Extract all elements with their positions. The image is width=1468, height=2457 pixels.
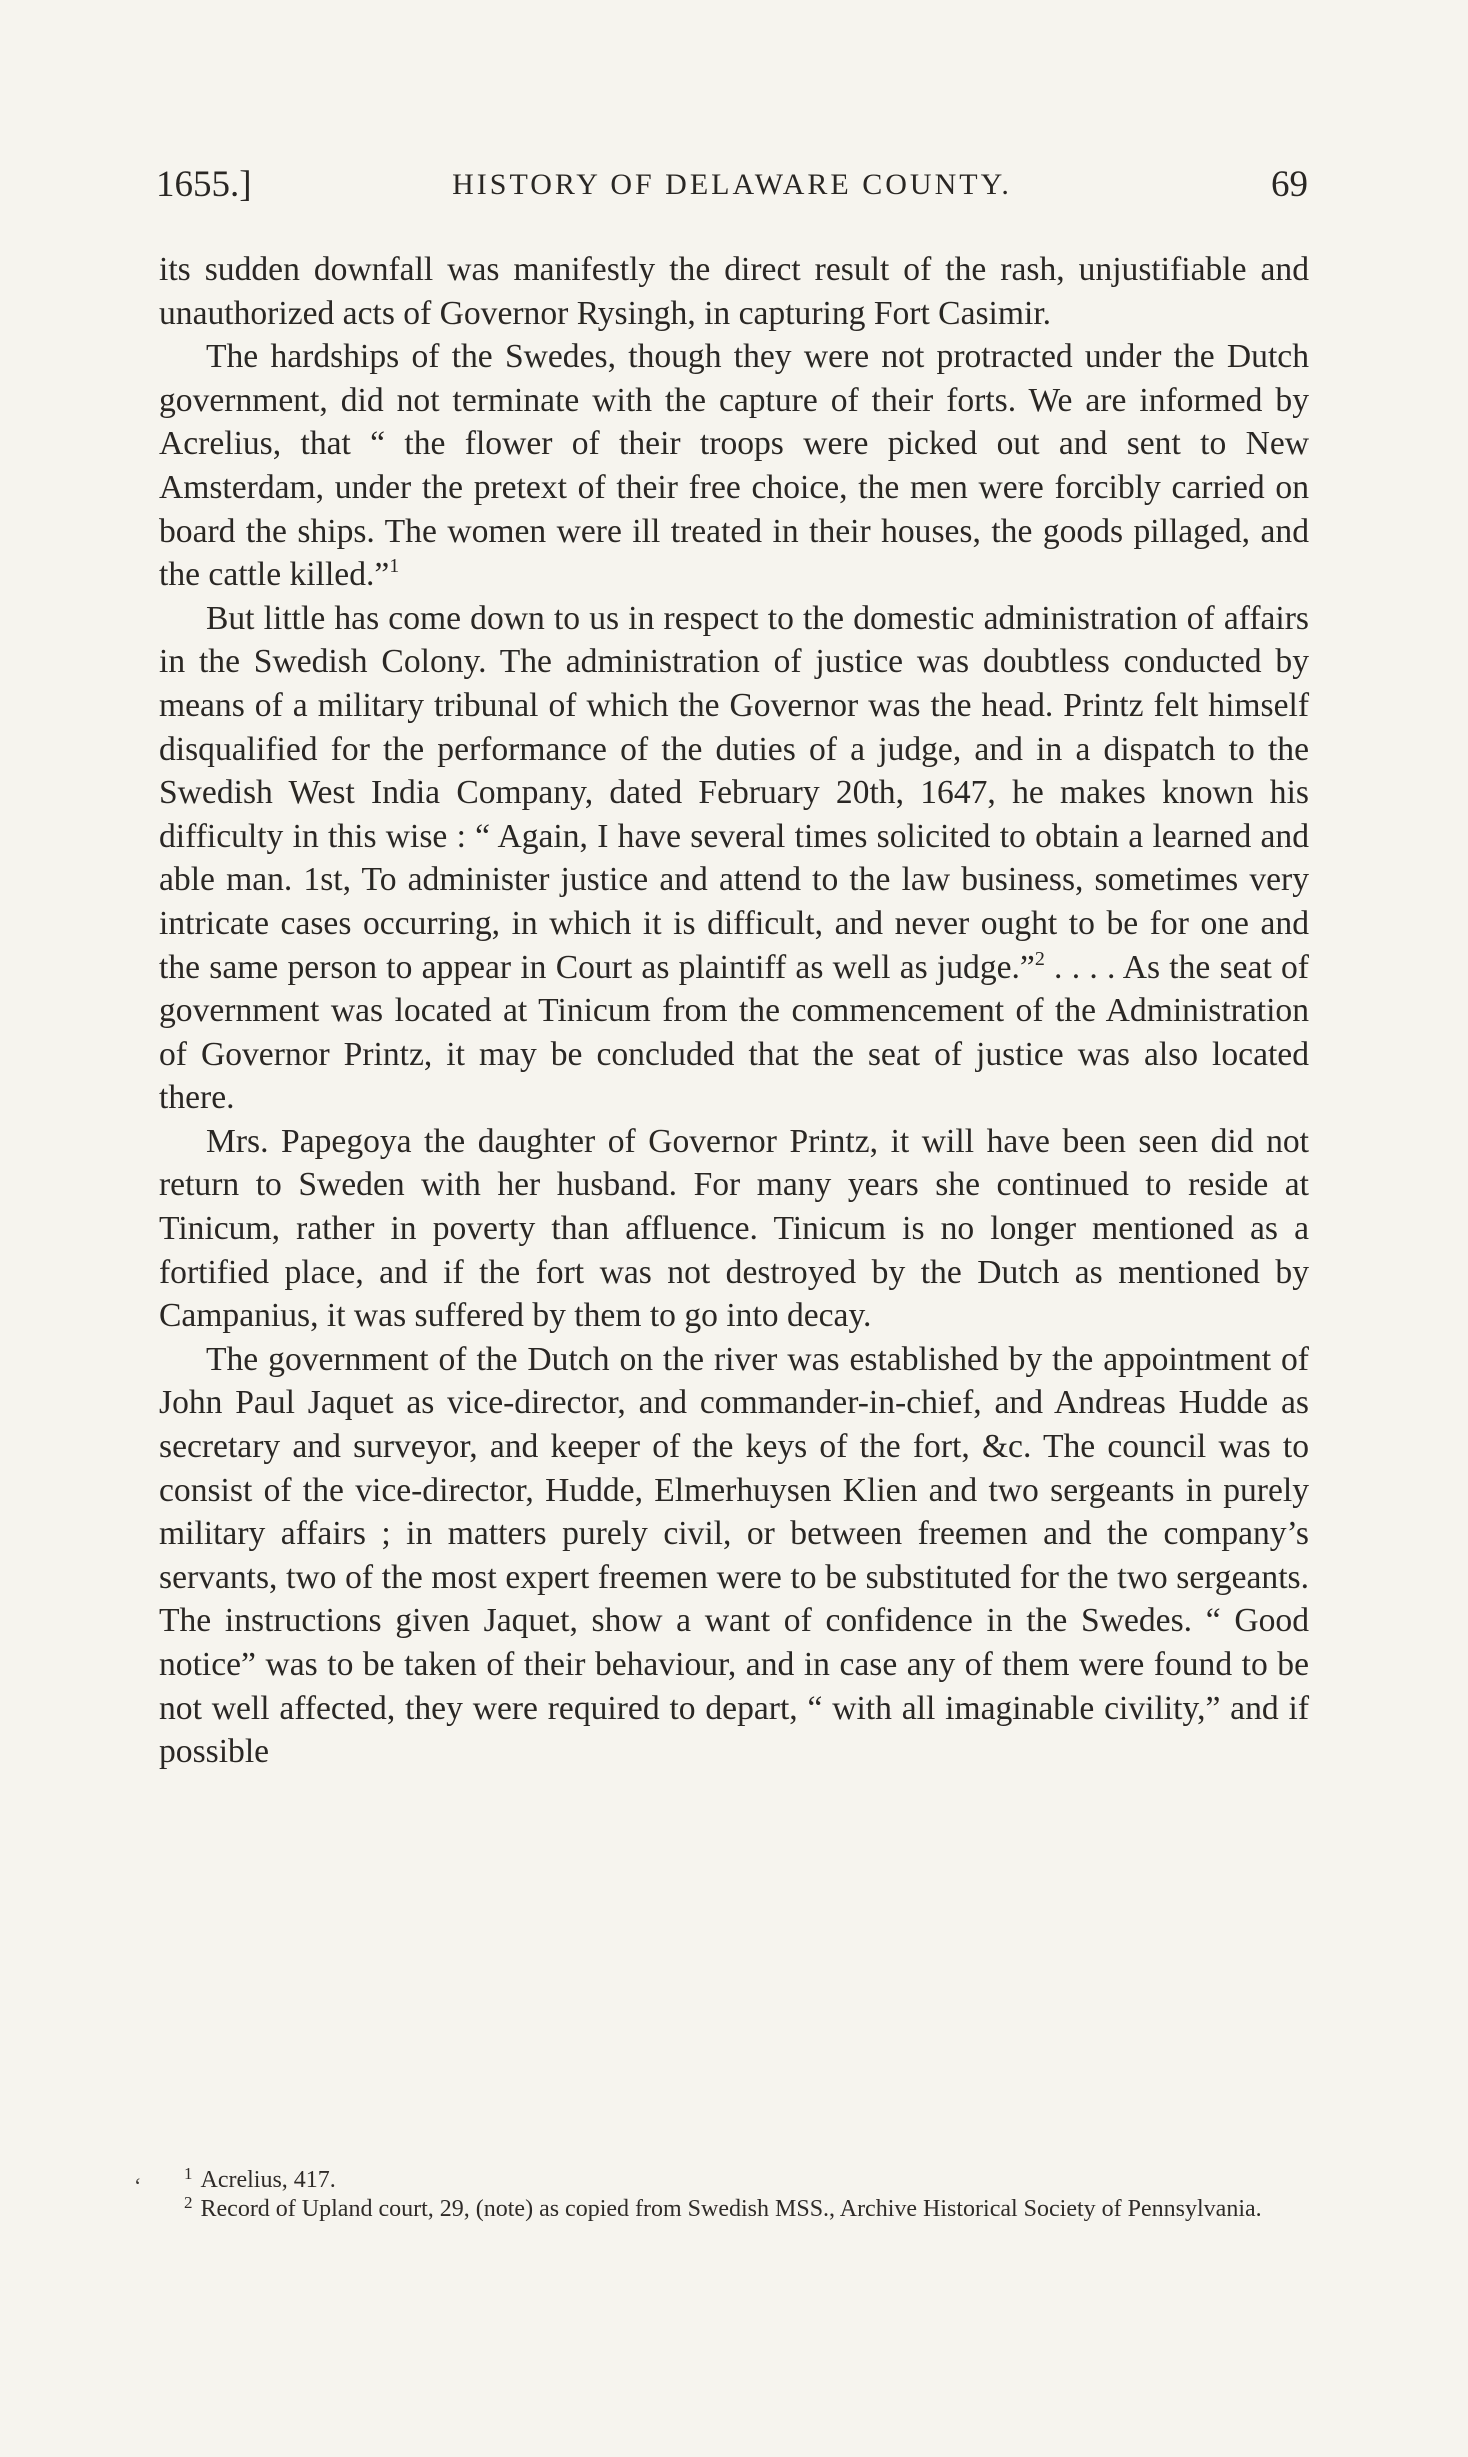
paragraph-text-continued: . . . . As the seat of government was located at Tinicum from the commencement of the Administration of Governor Printz, it may be concluded that the seat of justice was also located there. [159,948,1309,1117]
paragraph [159,1120,1309,1338]
page-number: 69 [1271,164,1308,205]
paragraph [159,248,1309,335]
paragraph-text: But little has come down to us in respect to the domestic administration of affairs in the Swedish Colony. The administration of justice was doubtless conducted by means of a military tribunal of which the Governor was the head. Printz felt himself disqualified for the performance of the duties of a judge, and in a dispatch to the Swedish West India Company, dated February 20th, 1647, he makes known his difficulty in this wise : “ Again, I have several times solicited to obtain a learned and able man. 1st, To administer justice and attend to the law business, sometimes very intricate cases occurring, in which it is difficult, and never ought to be for one and the same person to appear in Court as plaintiff as well as judge.” [159,599,1309,986]
paragraph [159,597,1309,1120]
body-text [159,248,1309,1774]
header-title: HISTORY OF DELAWARE COUNTY. [452,168,1012,201]
footnote-text: Record of Upland court, 29, (note) as copied from Swedish MSS., Archive Historical Society of Pennsylvania. [200,2196,1262,2222]
footnote-reference: 2 [1034,947,1045,970]
paragraph-text: Mrs. Papegoya the daughter of Governor Printz, it will have been seen did not return to Sweden with her husband. For many years she continued to reside at Tinicum, rather in poverty than affluence. Tinicum is no longer mentioned as a fortified place, and if the fort was not destroyed by the Dutch as mentioned by Campanius, it was suffered by them to go into decay. [159,1122,1309,1335]
footnote-text: Acrelius, 417. [200,2167,336,2193]
footnote-reference: 1 [389,555,400,578]
footnote [156,2195,1308,2224]
paragraph-text: its sudden downfall was manifestly the direct result of the rash, unjustifiable and unauthorized acts of Governor Rysingh, in capturing Fort Casimir. [159,251,1309,332]
footnotes [156,2166,1308,2224]
header-year: 1655.] [156,164,252,205]
running-header [156,160,1308,210]
print-speck: ‘ [134,2173,142,2198]
footnote [156,2166,1308,2195]
footnote-mark: 2 [184,2193,193,2213]
paragraph [159,335,1309,597]
paragraph-text: The hardships of the Swedes, though they were not protracted under the Dutch government, did not terminate with the capture of their forts. We are informed by Acrelius, that “ the flower of their troops were picked out and sent to New Amsterdam, under the pretext of their free choice, the men were forcibly carried on board the ships. The women were ill treated in their houses, the goods pillaged, and the cattle killed.” [159,338,1309,594]
paragraph-text: The government of the Dutch on the river was established by the appointment of John Paul Jaquet as vice-director, and commander-in-chief, and Andreas Hudde as secretary and surveyor, and keeper of the keys of the fort, &c. The council was to consist of the vice-director, Hudde, Elmerhuysen Klien and two sergeants in purely military affairs ; in matters purely civil, or between freemen and the company’s servants, two of the most expert freemen were to be substituted for the two sergeants. The instructions given Jaquet, show a want of confidence in the Swedes. “ Good notice” was to be taken of their behaviour, and in case any of them were found to be not well affected, they were required to depart, “ with all imaginable civility,” and if possible [159,1340,1309,1771]
paragraph [159,1338,1309,1774]
footnote-mark: 1 [184,2164,193,2184]
